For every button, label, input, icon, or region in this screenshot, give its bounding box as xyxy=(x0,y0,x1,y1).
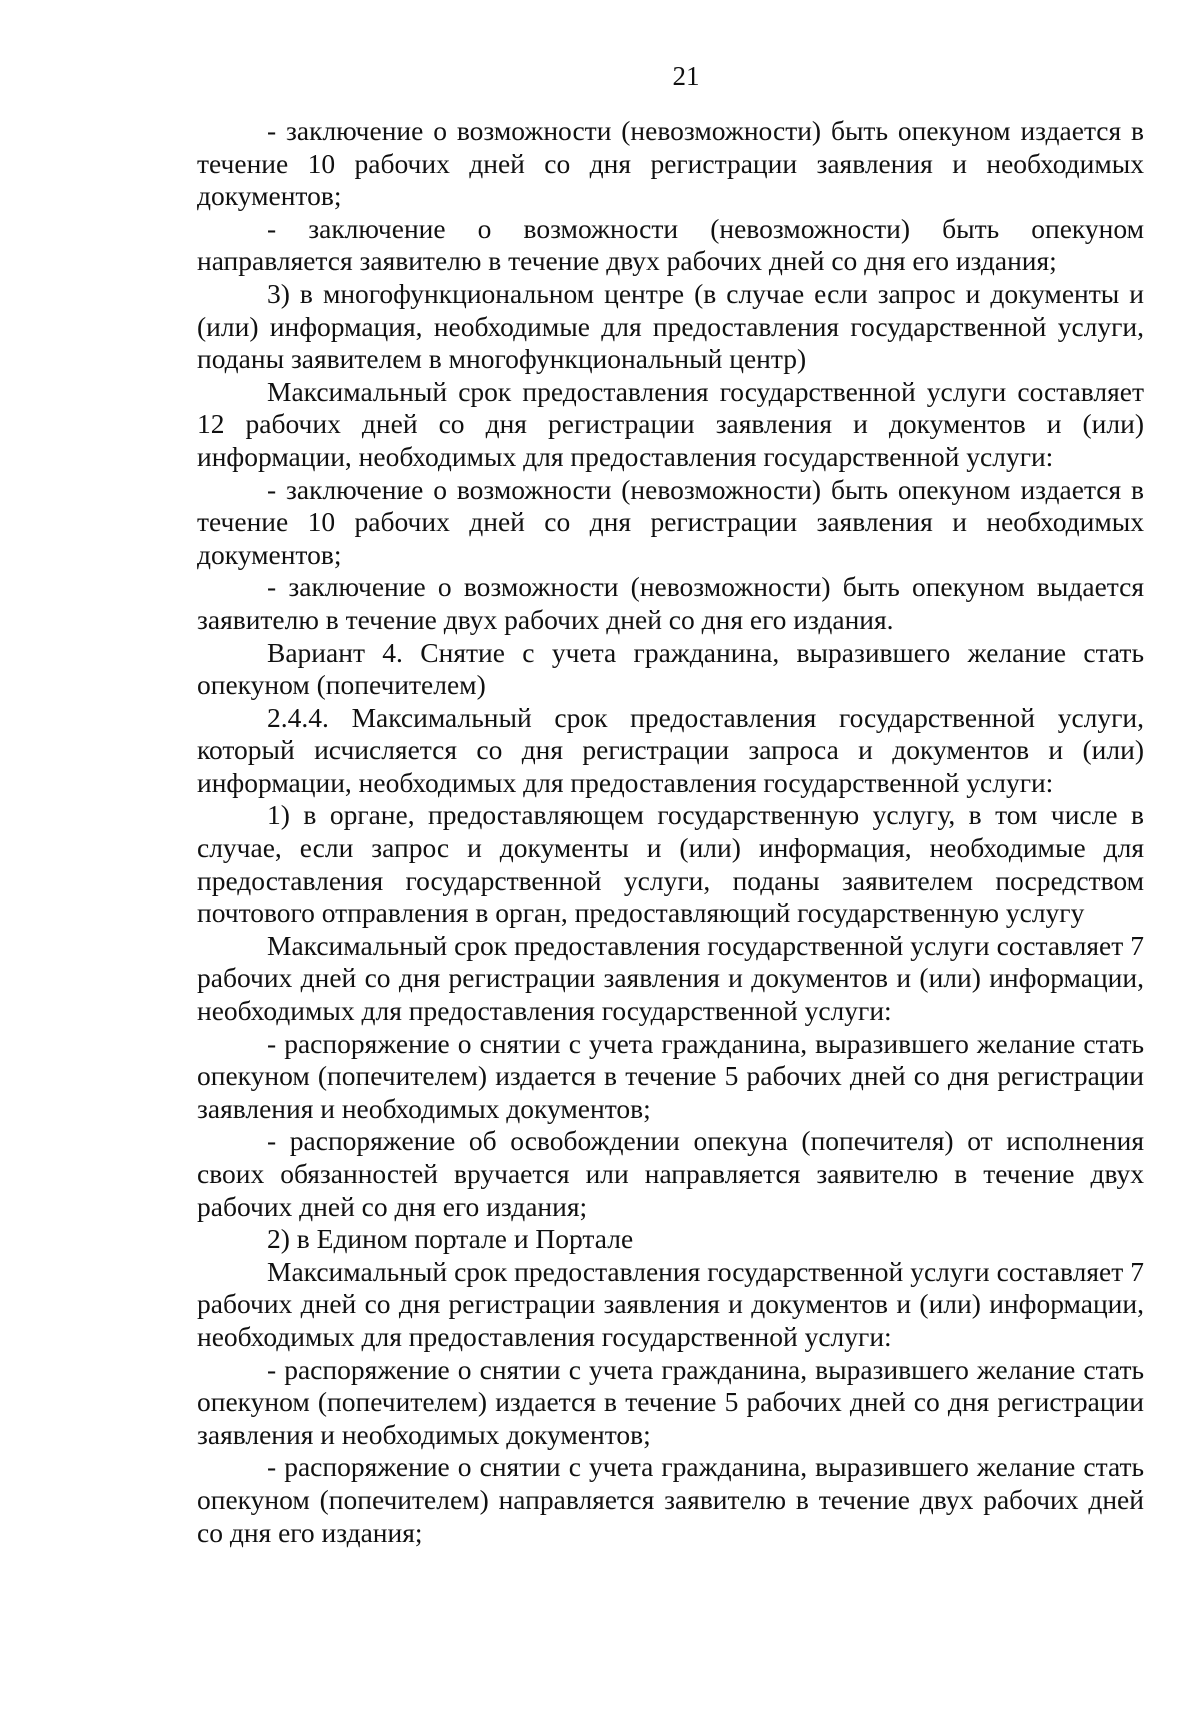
paragraph: Максимальный срок предоставления государственной услуги составляет 7 рабочих дней со дня регистрации заявления и документов и (или) информации, необходимых для предоставления государственной услуги: xyxy=(197,929,1144,1027)
page-number: 21 xyxy=(672,61,700,91)
paragraph: - распоряжение об освобождении опекуна (попечителя) от исполнения своих обязанностей вручается или направляется заявителю в течение двух рабочих дней со дня его издания; xyxy=(197,1125,1144,1222)
paragraph: - распоряжение о снятии с учета гражданина, выразившего желание стать опекуном (попечителем) направляется заявителю в течение двух рабочих дней со дня его издания; xyxy=(197,1451,1144,1548)
paragraph: - заключение о возможности (невозможности) быть опекуном выдается заявителю в течение двух рабочих дней со дня его издания. xyxy=(197,571,1144,635)
paragraph: Максимальный срок предоставления государственной услуги составляет 12 рабочих дней со дня регистрации заявления и документов и (или) информации, необходимых для предоставления государственной услуги: xyxy=(197,375,1144,472)
paragraph: - заключение о возможности (невозможности) быть опекуном направляется заявителю в течение двух рабочих дней со дня его издания; xyxy=(197,212,1144,277)
paragraph: Максимальный срок предоставления государственной услуги составляет 7 рабочих дней со дня регистрации заявления и документов и (или) информации, необходимых для предоставления государственной услуги: xyxy=(197,1255,1144,1352)
paragraph: 2) в Едином портале и Портале xyxy=(267,1223,634,1255)
document-body xyxy=(197,115,1144,1549)
paragraph: - распоряжение о снятии с учета гражданина, выразившего желание стать опекуном (попечителем) издается в течение 5 рабочих дней со дня регистрации заявления и необходимых документов; xyxy=(197,1353,1144,1450)
paragraph: 2.4.4. Максимальный срок предоставления государственной услуги, который исчисляется со дня регистрации запроса и документов и (или) информации, необходимых для предоставления государственной услуги: xyxy=(197,701,1144,798)
paragraph: 3) в многофункциональном центре (в случае если запрос и документы и (или) информация, необходимые для предоставления государственной услуги, поданы заявителем в многофункциональный центр) xyxy=(197,277,1144,375)
paragraph: - заключение о возможности (невозможности) быть опекуном издается в течение 10 рабочих дней со дня регистрации заявления и необходимых документов; xyxy=(197,473,1144,570)
paragraph: 1) в органе, предоставляющем государственную услугу, в том числе в случае, если запрос и документы и (или) информация, необходимые для предоставления государственной услуги, поданы заявителем посредством почтового отправления в орган, предоставляющий государственную услугу xyxy=(197,799,1144,929)
paragraph: - распоряжение о снятии с учета гражданина, выразившего желание стать опекуном (попечителем) издается в течение 5 рабочих дней со дня регистрации заявления и необходимых документов; xyxy=(197,1027,1144,1124)
paragraph: Вариант 4. Снятие с учета гражданина, выразившего желание стать опекуном (попечителем) xyxy=(197,636,1144,701)
paragraph: - заключение о возможности (невозможности) быть опекуном издается в течение 10 рабочих дней со дня регистрации заявления и необходимых документов; xyxy=(197,115,1144,212)
